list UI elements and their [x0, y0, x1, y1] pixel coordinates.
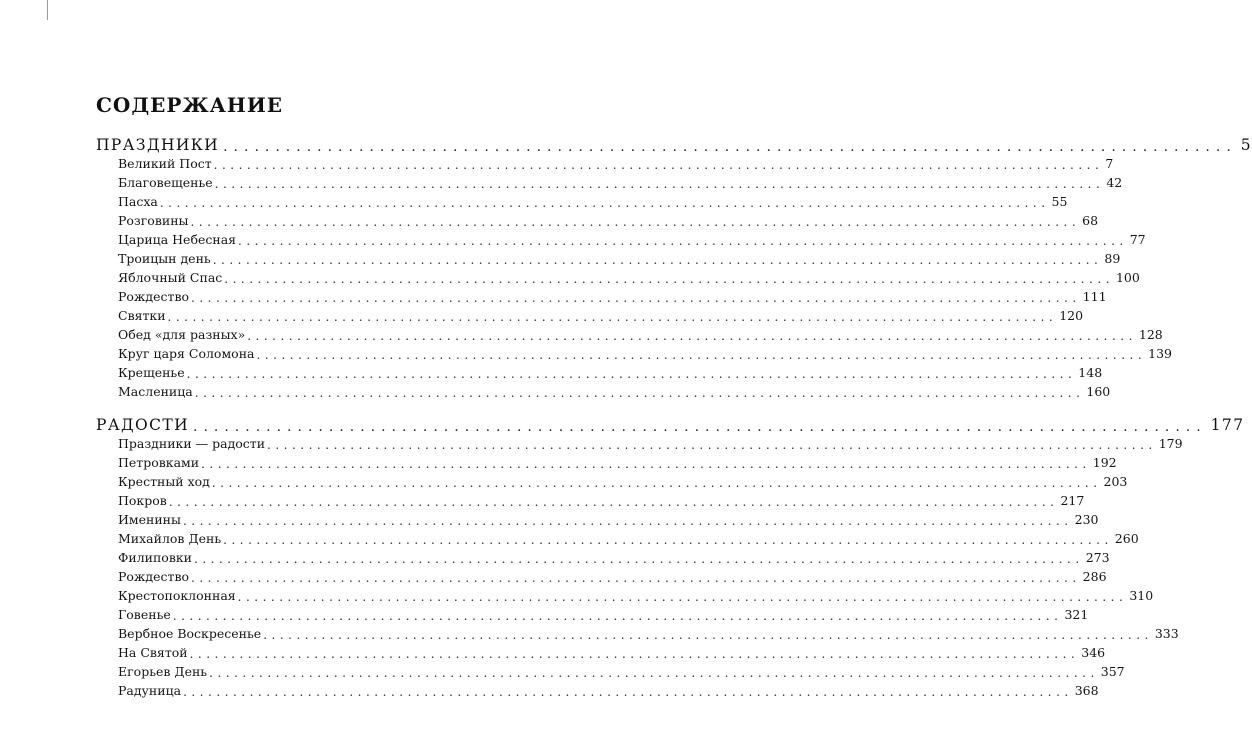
toc-entry[interactable] [118, 661, 1125, 680]
toc-entry[interactable] [118, 286, 1107, 305]
entry-page-number: 68 [1082, 213, 1099, 228]
entry-page-number: 368 [1074, 683, 1099, 698]
entry-title: Рождество [118, 569, 190, 584]
entry-title: Именины [118, 512, 181, 527]
toc-entry[interactable] [118, 680, 1099, 699]
entry-page-number: 111 [1082, 289, 1107, 304]
dot-leader: ........................................................................................................... [223, 533, 1113, 547]
entry-page-number: 321 [1064, 607, 1089, 622]
dot-leader: ........................................................................................................... [256, 348, 1147, 362]
entry-title: Обед «для разных» [118, 327, 246, 342]
entry-page-number: 100 [1115, 270, 1140, 285]
dot-leader: ........................................................................................................... [189, 647, 1080, 661]
page-edge-mark [47, 0, 48, 20]
entry-title: Егорьев День [118, 664, 208, 679]
entry-page-number: 89 [1104, 251, 1121, 266]
entry-title: Вербное Воскресенье [118, 626, 262, 641]
entry-title: Говенье [118, 607, 171, 622]
entry-title: Крестопоклонная [118, 588, 236, 603]
dot-leader: ........................................................................................................... [201, 457, 1091, 471]
entry-page-number: 160 [1086, 384, 1111, 399]
entry-title: Троицын день [118, 251, 211, 266]
section-heading-prazdniki[interactable] [96, 132, 1252, 155]
entry-page-number: 230 [1074, 512, 1099, 527]
entry-page-number: 128 [1138, 327, 1163, 342]
dot-leader: ........................................................................................................... [237, 590, 1128, 604]
toc-list-radosti [0, 433, 1183, 699]
toc-entry[interactable] [118, 585, 1154, 604]
toc-entry[interactable] [118, 509, 1099, 528]
toc-entry[interactable] [118, 343, 1173, 362]
dot-leader: ........................................................................................................... [183, 685, 1073, 699]
toc-entry[interactable] [118, 490, 1085, 509]
entry-page-number: 139 [1148, 346, 1173, 361]
dot-leader: ........................................................................................................... [168, 495, 1059, 509]
entry-title: Радуница [118, 683, 182, 698]
toc-entry[interactable] [118, 471, 1128, 490]
toc-entry[interactable] [118, 153, 1114, 172]
toc-entry[interactable] [118, 210, 1099, 229]
dot-leader: ........................................................................................................... [194, 552, 1084, 566]
dot-leader: ........................................................................................................... [182, 514, 1073, 528]
entry-title: Великий Пост [118, 156, 212, 171]
dot-leader: ........................................................................................................... [267, 438, 1157, 452]
toc-entry[interactable] [118, 229, 1146, 248]
entry-page-number: 333 [1154, 626, 1179, 641]
dot-leader: ........................................................................................................... [213, 158, 1104, 172]
entry-title: Рождество [118, 289, 190, 304]
toc-entry[interactable] [118, 248, 1121, 267]
dot-leader: ................................................................................................. [193, 419, 1207, 435]
toc-entry[interactable] [118, 566, 1107, 585]
dot-leader: ........................................................................................................... [159, 196, 1050, 210]
dot-leader: ........................................................................................................... [211, 476, 1102, 490]
toc-entry[interactable] [118, 604, 1089, 623]
entry-title: Розговины [118, 213, 189, 228]
entry-page-number: 42 [1106, 175, 1123, 190]
entry-page-number: 192 [1092, 455, 1117, 470]
entry-title: Яблочный Спас [118, 270, 223, 285]
section-heading-radosti[interactable] [96, 412, 1245, 435]
entry-title: Благовещенье [118, 175, 213, 190]
toc-entry[interactable] [118, 191, 1068, 210]
dot-leader: ........................................................................................................... [214, 177, 1105, 191]
entry-page-number: 203 [1103, 474, 1128, 489]
entry-title: Михайлов День [118, 531, 222, 546]
dot-leader: ........................................................................................................... [172, 609, 1063, 623]
entry-title: Крестный ход [118, 474, 210, 489]
dot-leader: ........................................................................................................... [238, 234, 1128, 248]
dot-leader: ........................................................................................................... [191, 571, 1081, 585]
dot-leader: ........................................................................................................... [263, 628, 1153, 642]
entry-title: Филиповки [118, 550, 193, 565]
toc-entry[interactable] [118, 623, 1179, 642]
toc-entry[interactable] [118, 381, 1111, 400]
entry-page-number: 346 [1081, 645, 1106, 660]
dot-leader: ................................................................................................. [223, 139, 1237, 155]
dot-leader: ........................................................................................................... [167, 310, 1058, 324]
toc-entry[interactable] [118, 642, 1106, 661]
dot-leader: ........................................................................................................... [247, 329, 1137, 343]
section-page-number: 5 [1240, 136, 1252, 154]
page-title: СОДЕРЖАНИЕ [96, 93, 283, 117]
entry-title: Покров [118, 493, 167, 508]
entry-title: Пасха [118, 194, 158, 209]
entry-title: Крещенье [118, 365, 185, 380]
toc-entry[interactable] [118, 172, 1123, 191]
entry-page-number: 310 [1129, 588, 1154, 603]
entry-page-number: 7 [1105, 156, 1114, 171]
entry-page-number: 260 [1114, 531, 1139, 546]
toc-entry[interactable] [118, 267, 1140, 286]
toc-entry[interactable] [118, 362, 1103, 381]
entry-page-number: 120 [1059, 308, 1084, 323]
dot-leader: ........................................................................................................... [191, 291, 1081, 305]
toc-list-prazdniki [0, 153, 1173, 400]
entry-page-number: 77 [1129, 232, 1146, 247]
dot-leader: ........................................................................................................... [186, 367, 1077, 381]
entry-page-number: 357 [1100, 664, 1125, 679]
entry-page-number: 179 [1158, 436, 1183, 451]
toc-entry[interactable] [118, 452, 1117, 471]
entry-page-number: 148 [1078, 365, 1103, 380]
toc-entry[interactable] [118, 305, 1084, 324]
entry-page-number: 217 [1060, 493, 1085, 508]
entry-page-number: 286 [1082, 569, 1107, 584]
entry-page-number: 55 [1051, 194, 1068, 209]
dot-leader: ........................................................................................................... [212, 253, 1103, 267]
section-page-number: 177 [1210, 416, 1245, 434]
entry-title: Масленица [118, 384, 193, 399]
toc-entry[interactable] [118, 528, 1139, 547]
entry-title: Царица Небесная [118, 232, 237, 247]
entry-title: Святки [118, 308, 166, 323]
toc-entry[interactable] [118, 324, 1163, 343]
dot-leader: ........................................................................................................... [190, 215, 1081, 229]
dot-leader: ........................................................................................................... [224, 272, 1114, 286]
dot-leader: ........................................................................................................... [209, 666, 1099, 680]
entry-title: Круг царя Соломона [118, 346, 255, 361]
entry-page-number: 273 [1085, 550, 1110, 565]
dot-leader: ........................................................................................................... [194, 386, 1085, 400]
entry-title: Петровками [118, 455, 200, 470]
toc-entry[interactable] [118, 547, 1110, 566]
section-title: ПРАЗДНИКИ [96, 136, 220, 154]
toc-entry[interactable] [118, 433, 1183, 452]
entry-title: Праздники — радости [118, 436, 266, 451]
entry-title: На Святой [118, 645, 188, 660]
section-title: РАДОСТИ [96, 416, 189, 434]
